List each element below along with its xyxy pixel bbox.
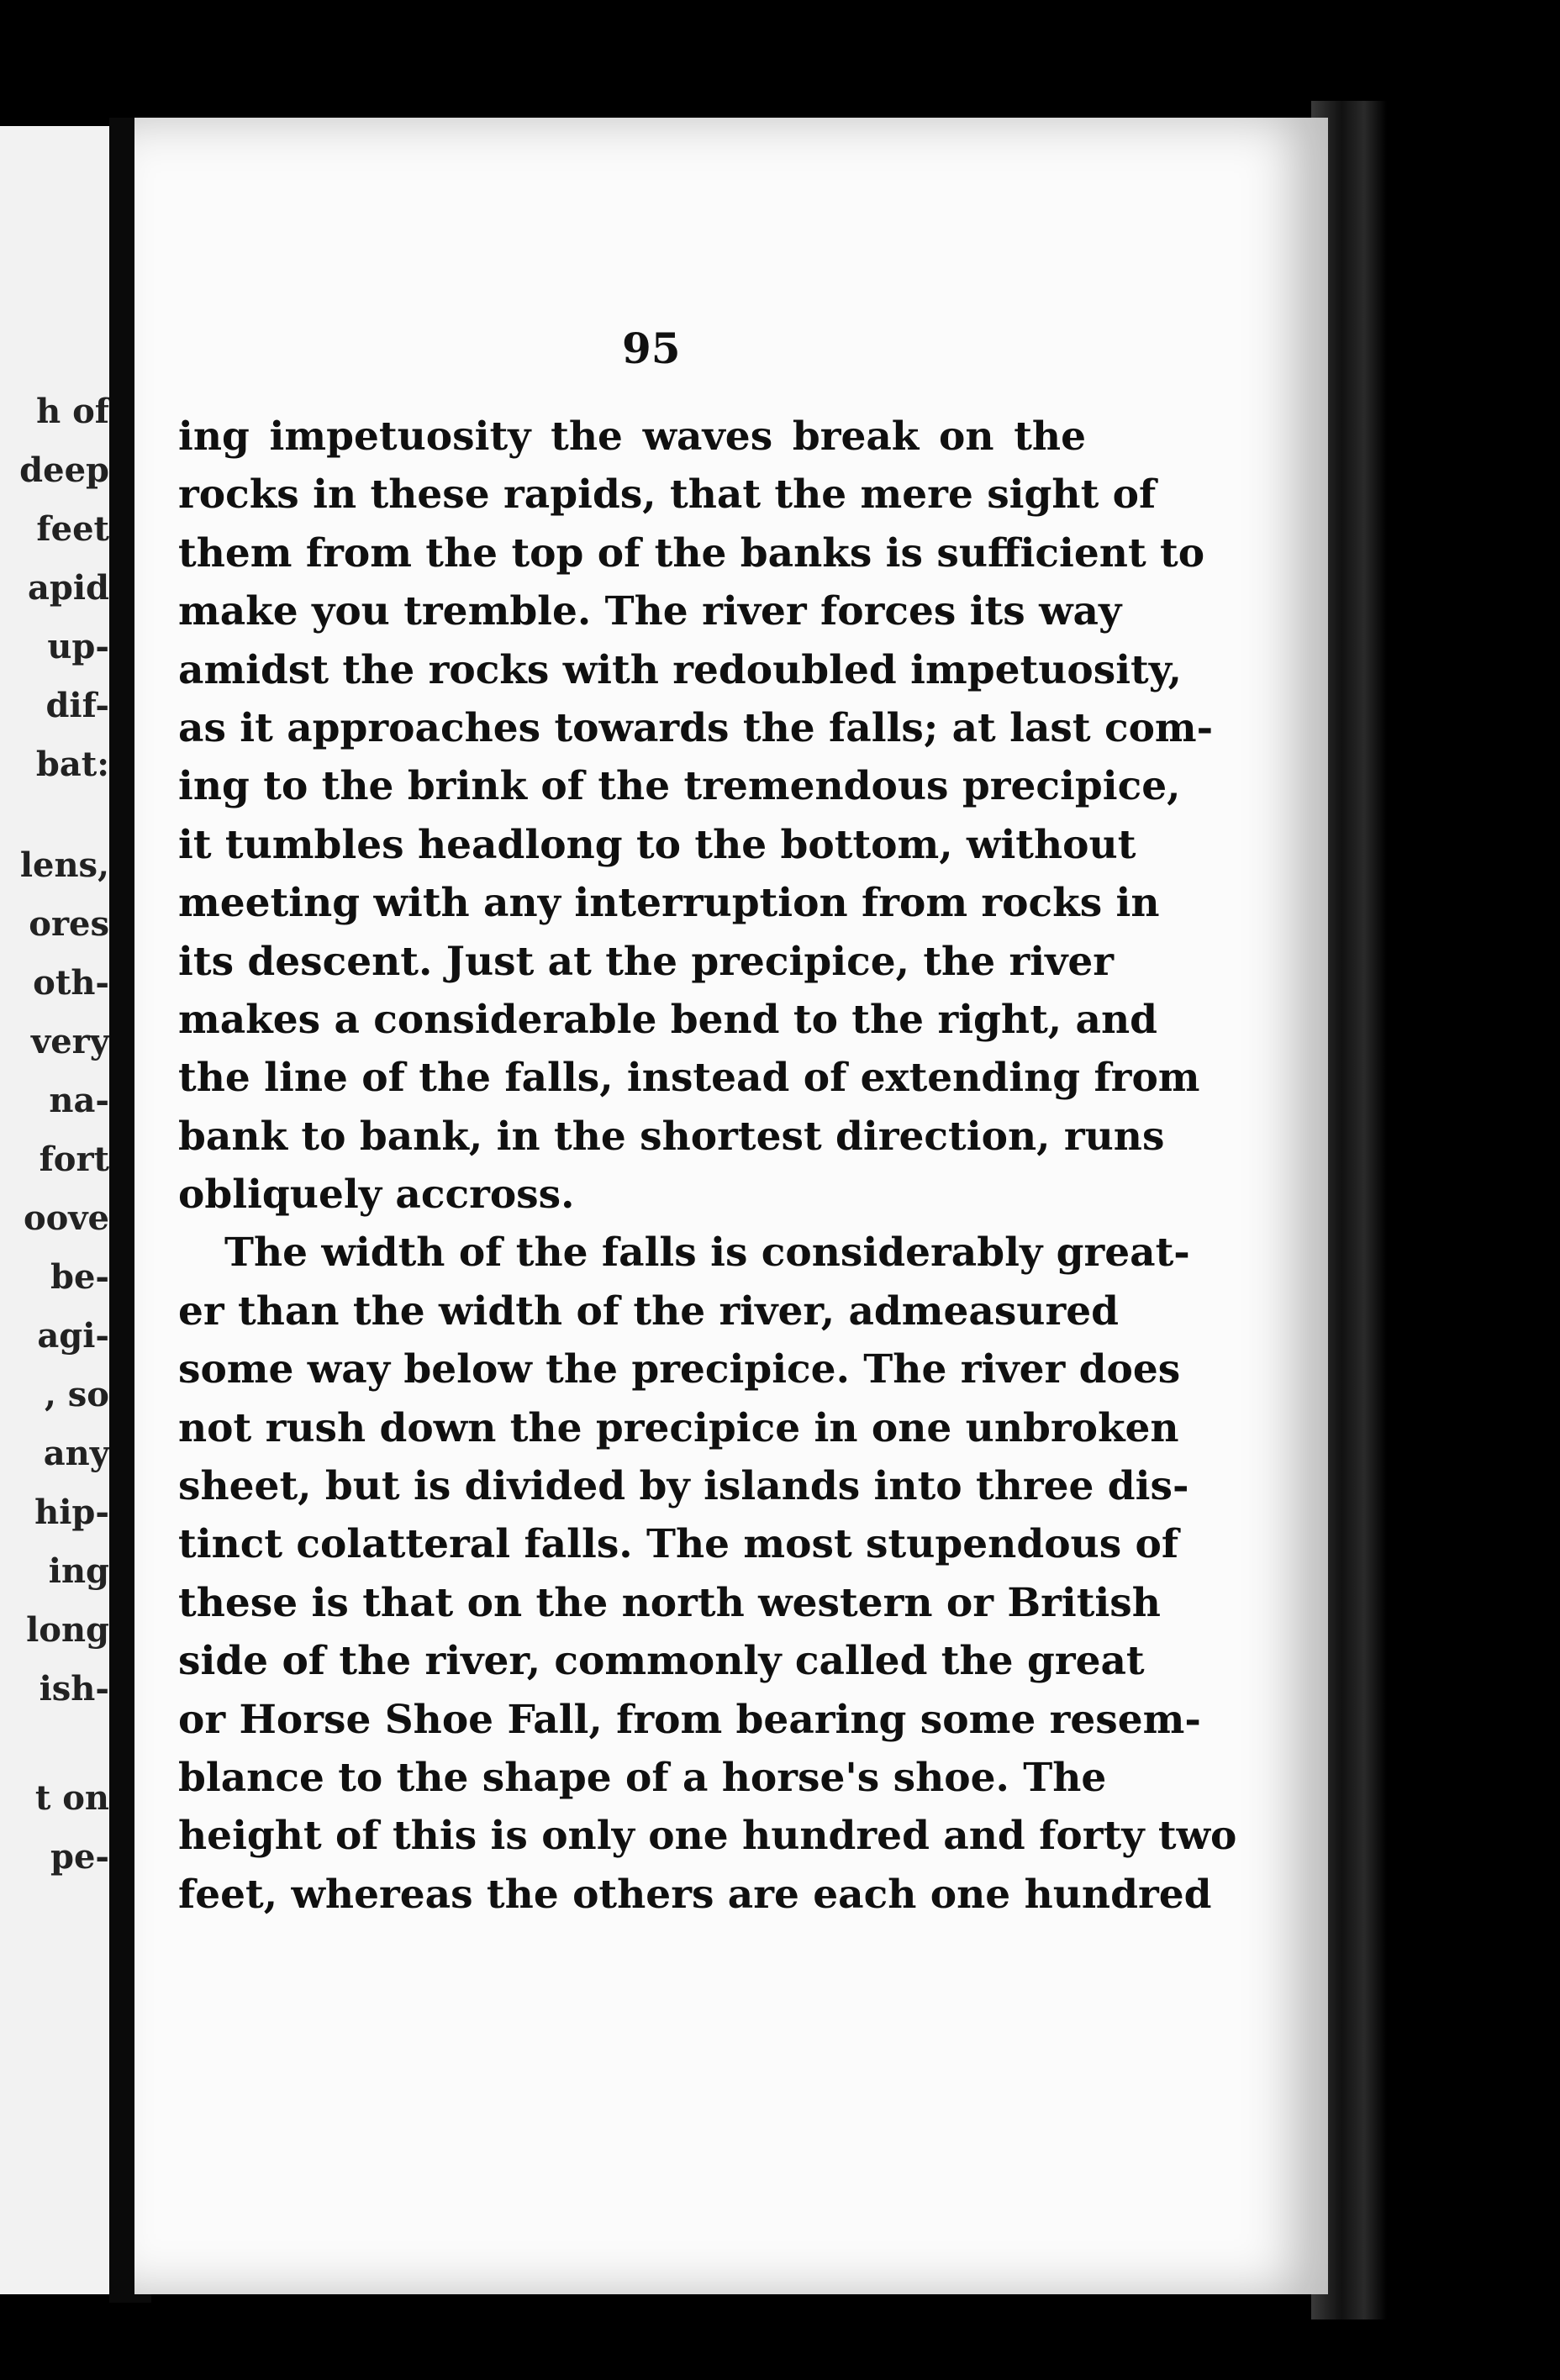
facing-page-fragment: long <box>26 1610 109 1650</box>
facing-page-fragment: t on <box>34 1778 109 1818</box>
text-line: bank to bank, in the shortest direction, runs <box>178 1113 1165 1160</box>
text-line: some way below the precipice. The river does <box>178 1346 1181 1393</box>
text-line: make you tremble. The river forces its way <box>178 588 1122 635</box>
text-line: meeting with any interruption from rocks in <box>178 880 1160 927</box>
facing-page-fragment: apid <box>27 568 109 608</box>
facing-page-fragment: ores <box>29 904 109 944</box>
text-line: feet, whereas the others are each one hundred <box>178 1871 1212 1918</box>
facing-page-fragment: oove <box>23 1198 109 1238</box>
text-line: blance to the shape of a horse's shoe. The <box>178 1754 1107 1801</box>
facing-page-fragment: dif- <box>45 686 109 725</box>
facing-page-fragment: h of <box>36 392 109 431</box>
page-number: 95 <box>622 324 681 373</box>
text-line: sheet, but is divided by islands into three dis- <box>178 1463 1189 1510</box>
text-line: amidst the rocks with redoubled impetuosity, <box>178 646 1182 693</box>
text-line: side of the river, commonly called the great <box>178 1638 1145 1685</box>
text-line: makes a considerable bend to the right, and <box>178 996 1158 1043</box>
facing-page-fragment: very <box>30 1022 109 1061</box>
facing-page-fragment: oth- <box>33 963 109 1003</box>
facing-page-fragment: fort <box>39 1140 109 1179</box>
text-line: it tumbles headlong to the bottom, without <box>178 821 1136 868</box>
text-line: them from the top of the banks is sufficient to <box>178 529 1205 577</box>
text-line: or Horse Shoe Fall, from bearing some resem- <box>178 1696 1201 1743</box>
facing-page-fragment: lens, <box>19 845 109 885</box>
facing-page-fragment: , so <box>44 1375 109 1414</box>
text-line: ing to the brink of the tremendous precipice, <box>178 763 1181 810</box>
text-line: the line of the falls, instead of extending from <box>178 1055 1200 1102</box>
text-line: not rush down the precipice in one unbroken <box>178 1404 1179 1451</box>
facing-page-fragment: agi- <box>37 1316 109 1356</box>
facing-page-fragment: hip- <box>34 1493 109 1532</box>
facing-page-fragment: be- <box>50 1257 109 1297</box>
text-line: obliquely accross. <box>178 1172 575 1219</box>
facing-page <box>0 126 118 2294</box>
facing-page-fragment: feet <box>36 509 109 549</box>
facing-page-fragment: ing <box>48 1551 109 1591</box>
facing-page-fragment: na- <box>49 1081 109 1120</box>
text-line: ing impetuosity the waves break on the <box>178 413 1086 460</box>
text-line: these is that on the north western or British <box>178 1579 1161 1626</box>
facing-page-fragment: any <box>43 1434 109 1473</box>
text-line: er than the width of the river, admeasured <box>178 1287 1120 1335</box>
text-line: rocks in these rapids, that the mere sight of <box>178 471 1157 519</box>
text-line: tinct colatteral falls. The most stupendous of <box>178 1521 1179 1568</box>
page-text <box>178 408 1237 1924</box>
facing-page-fragment: up- <box>47 627 109 666</box>
facing-page-fragment: ish- <box>39 1669 109 1709</box>
facing-page-fragment: bat: <box>35 745 109 784</box>
text-line: its descent. Just at the precipice, the river <box>178 938 1115 985</box>
facing-page-fragment: deep <box>19 450 109 490</box>
text-line: The width of the falls is considerably great- <box>224 1229 1190 1277</box>
facing-page-fragment: pe- <box>50 1837 109 1877</box>
text-line: as it approaches towards the falls; at last com- <box>178 704 1214 751</box>
text-line: height of this is only one hundred and forty two <box>178 1813 1237 1860</box>
